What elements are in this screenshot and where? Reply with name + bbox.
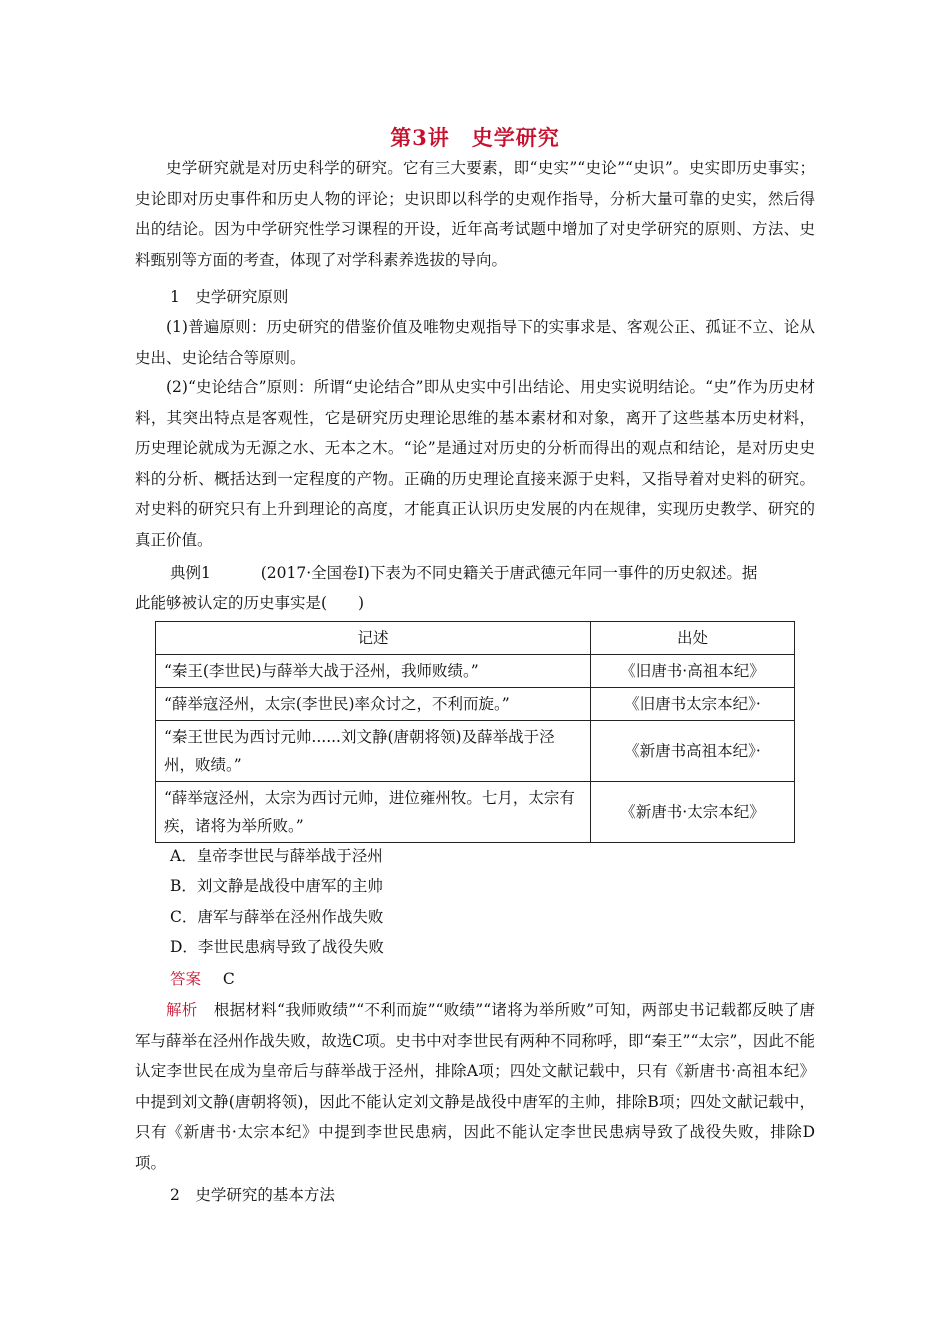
example-heading xyxy=(170,558,850,588)
table-row xyxy=(156,688,795,721)
table-header-row xyxy=(156,622,795,655)
example-question-line1: (2017·全国卷Ⅰ)下表为不同史籍关于唐武德元年同一事件的历史叙述。据 xyxy=(260,564,758,582)
analysis-label: 解析 xyxy=(166,1001,198,1019)
table-cell-record: “秦王(李世民)与薛举大战于泾州，我师败绩。” xyxy=(156,655,591,688)
principle-1-paragraph: (1)普遍原则：历史研究的借鉴价值及唯物史观指导下的实事求是、客观公正、孤证不立、论从史出、史论结合等原则。 xyxy=(135,318,815,367)
principle-2-paragraph: (2)“史论结合”原则：所谓“史论结合”即从史实中引出结论、用史实说明结论。“史”作为历史材料，其突出特点是客观性，它是研究历史理论思维的基本素材和对象，离开了这些基本历史材料，历史理论就成为无源之水、无本之木。“论”是通过对历史的分析而得出的观点和结论，是对历史史料的分析、概括达到一定程度的产物。正确的历史理论直接来源于史料，又指导着对史料的研究。对史料的研究只有上升到理论的高度，才能真正认识历史发展的内在规律，实现历史教学、研究的真正价值。 xyxy=(135,378,815,549)
table-cell-record: “薛举寇泾州，太宗(李世民)率众讨之，不利而旋。” xyxy=(156,688,591,721)
table-row xyxy=(156,655,795,688)
table-cell-source: 《新唐书·太宗本纪》 xyxy=(591,782,795,843)
option-d: D．李世民患病导致了战役失败 xyxy=(170,938,384,956)
intro-paragraph: 史学研究就是对历史科学的研究。它有三大要素，即“史实”“史论”“史识”。史实即历史事实；史论即对历史事件和历史人物的评论；史识即以科学的史观作指导，分析大量可靠的史实，然后得出的结论。因为中学研究性学习课程的开设，近年高考试题中增加了对史学研究的原则、方法、史料甄别等方面的考查，体现了对学科素养选拔的导向。 xyxy=(135,159,815,269)
answer-label: 答案 xyxy=(170,970,202,988)
table-cell-record: “秦王世民为西讨元帅......刘文静(唐朝将领)及薛举战于泾州，败绩。” xyxy=(156,721,591,782)
analysis-text: 根据材料“我师败绩”“不利而旋”“败绩”“诸将为举所败”可知，两部史书记载都反映了唐军与薛举在泾州作战失败，故选C项。史书中对李世民有两种不同称呼，即“秦王”“太宗”，因此不能认定李世民在成为皇帝后与薛举战于泾州，排除A项；四处文献记载中，只有《新唐书·高祖本纪》中提到刘文静(唐朝将领)，因此不能认定刘文静是战役中唐军的主帅，排除B项；四处文献记载中，只有《新唐书·太宗本纪》中提到李世民患病，因此不能认定李世民患病导致了战役失败，排除D项。 xyxy=(135,1001,815,1172)
option-c: C．唐军与薛举在泾州作战失败 xyxy=(170,908,384,926)
section-heading-2: 2 史学研究的基本方法 xyxy=(170,1186,335,1204)
table-header-record: 记述 xyxy=(156,622,591,655)
table-header-source: 出处 xyxy=(591,622,795,655)
option-a: A．皇帝李世民与薛举战于泾州 xyxy=(170,847,383,865)
table-row xyxy=(156,721,795,782)
source-table xyxy=(155,621,795,843)
table-cell-source: 《旧唐书·高祖本纪》 xyxy=(591,655,795,688)
answer-line xyxy=(170,964,850,994)
table-cell-source: 《旧唐书太宗本纪》· xyxy=(591,688,795,721)
analysis-paragraph xyxy=(135,995,815,1178)
example-label: 典例1 xyxy=(170,564,211,582)
page-title: 第3讲 史学研究 xyxy=(390,125,560,150)
table-row xyxy=(156,782,795,843)
answer-value: C xyxy=(222,970,235,988)
option-b: B．刘文静是战役中唐军的主帅 xyxy=(170,877,383,895)
table-cell-record: “薛举寇泾州，太宗为西讨元帅，进位雍州牧。七月，太宗有疾，诸将为举所败。” xyxy=(156,782,591,843)
table-cell-source: 《新唐书高祖本纪》· xyxy=(591,721,795,782)
example-question-line2: 此能够被认定的历史事实是( ) xyxy=(135,594,365,612)
section-heading-1: 1 史学研究原则 xyxy=(170,288,289,306)
